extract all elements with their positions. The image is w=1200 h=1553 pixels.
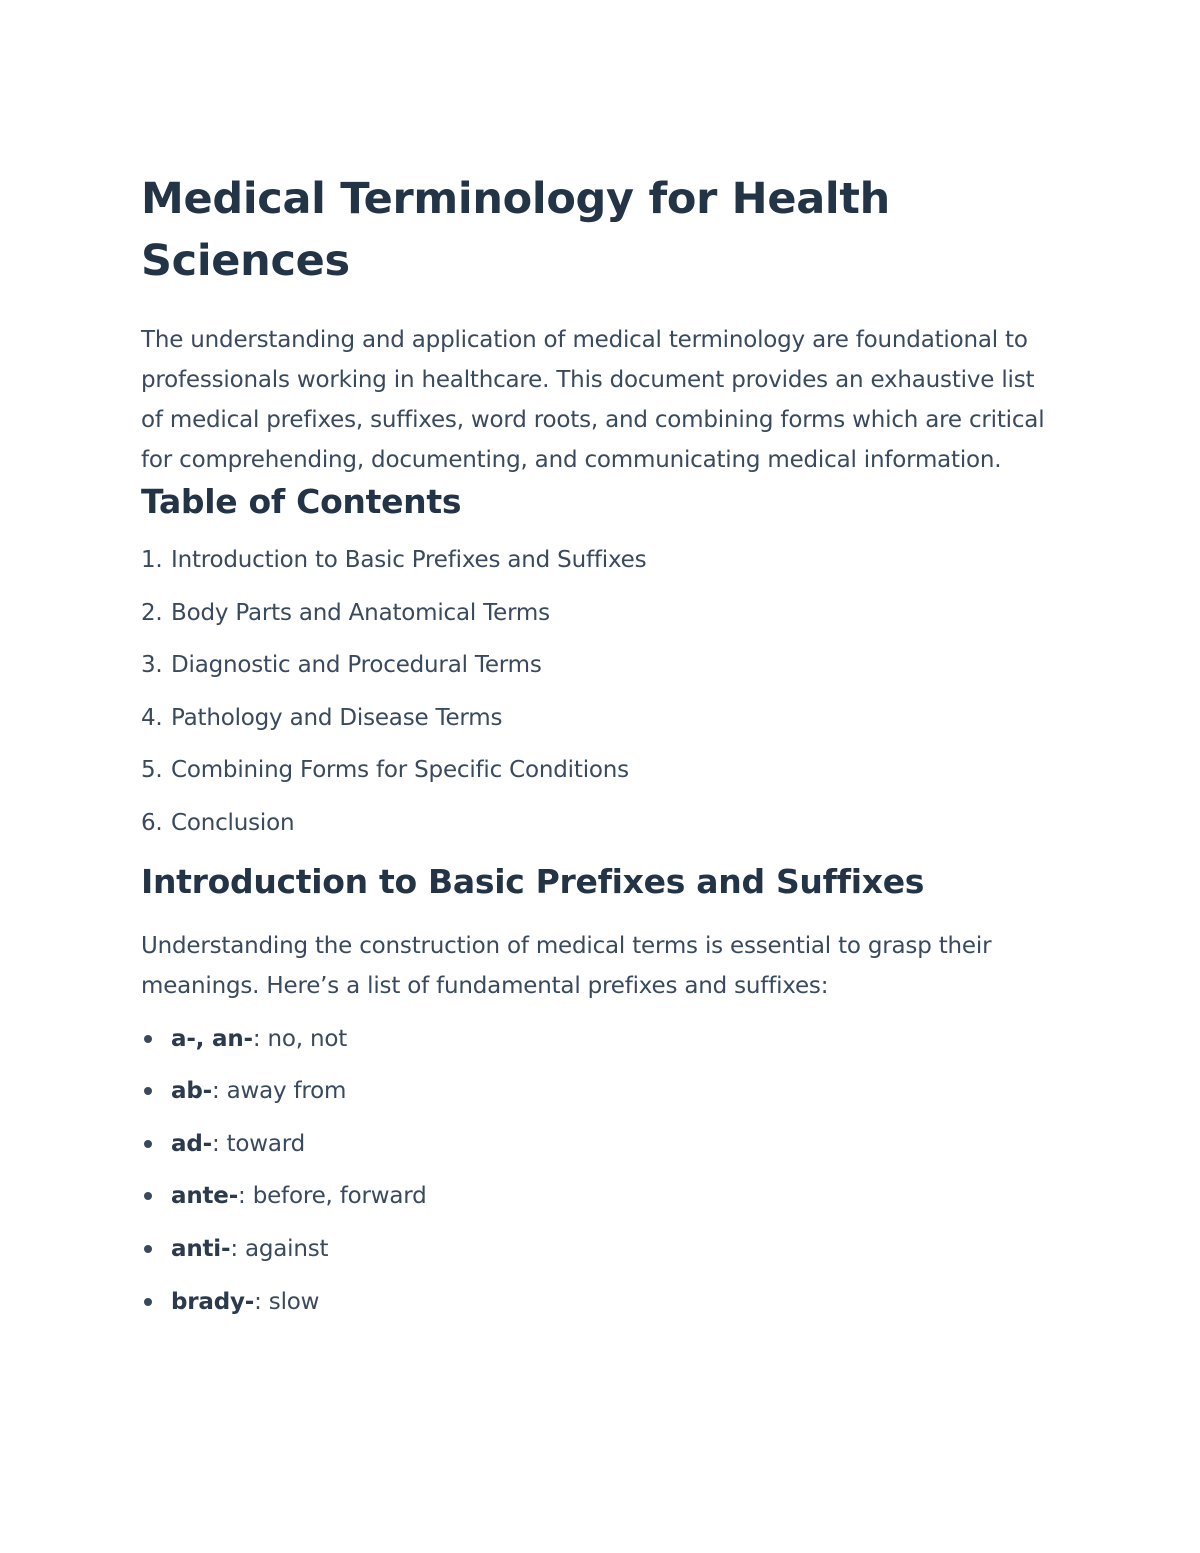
toc-item[interactable] <box>141 754 1061 786</box>
toc-item-label: Body Parts and Anatomical Terms <box>171 599 550 626</box>
list-item <box>141 1286 1061 1318</box>
term-definition: : against <box>230 1235 329 1262</box>
toc-item-number: 5. <box>141 757 163 784</box>
toc-list <box>141 544 1061 839</box>
list-item <box>141 1023 1061 1055</box>
toc-item[interactable] <box>141 702 1061 734</box>
toc-item[interactable] <box>141 597 1061 629</box>
toc-item-number: 1. <box>141 547 163 573</box>
bullet-icon <box>144 1140 152 1148</box>
bullet-icon <box>144 1035 152 1043</box>
list-item <box>141 1075 1061 1107</box>
toc-item-label: Conclusion <box>171 809 295 836</box>
section-heading: Introduction to Basic Prefixes and Suffixes <box>141 861 925 901</box>
term-name: ante- <box>171 1183 239 1210</box>
bullet-icon <box>144 1087 152 1095</box>
term-name: ad- <box>171 1130 212 1157</box>
section-paragraph: Understanding the construction of medical terms is essential to grasp their meanings. Here’s a list of fundamental prefixes and suffixes: <box>141 932 992 999</box>
toc-heading: Table of Contents <box>141 482 462 521</box>
term-definition: : away from <box>211 1078 347 1105</box>
list-item <box>141 1128 1061 1160</box>
toc-item-number: 4. <box>141 704 163 731</box>
list-item <box>141 1180 1061 1212</box>
toc-item[interactable] <box>141 544 1061 576</box>
toc-item-number: 6. <box>141 809 163 836</box>
term-name: ab- <box>171 1078 212 1105</box>
term-definition: : slow <box>254 1288 320 1315</box>
toc-item[interactable] <box>141 649 1061 681</box>
bullet-icon <box>144 1192 152 1200</box>
toc-item-label: Combining Forms for Specific Conditions <box>171 757 629 784</box>
term-name: brady- <box>171 1288 255 1315</box>
bullet-icon <box>144 1298 152 1306</box>
document-page <box>141 168 1061 1338</box>
list-item <box>141 1233 1061 1265</box>
toc-item-label: Introduction to Basic Prefixes and Suffixes <box>171 547 647 573</box>
term-list <box>141 1023 1061 1318</box>
toc-item-label: Diagnostic and Procedural Terms <box>171 652 542 679</box>
toc-item[interactable] <box>141 807 1061 839</box>
term-name: anti- <box>171 1235 231 1262</box>
toc-item-number: 2. <box>141 599 163 626</box>
term-definition: : before, forward <box>238 1183 427 1210</box>
term-definition: : toward <box>211 1130 306 1157</box>
intro-paragraph: The understanding and application of medical terminology are foundational to professionals working in healthcare. This document provides an exhaustive list of medical prefixes, suffixes, word roots, and combining forms which are critical for comprehending, documenting, and communicating medical information. <box>141 327 1045 473</box>
document-title: Medical Terminology for Health Sciences <box>141 174 890 286</box>
bullet-icon <box>144 1245 152 1253</box>
term-name: a-, an- <box>171 1025 253 1052</box>
term-definition: : no, not <box>252 1025 348 1052</box>
toc-item-label: Pathology and Disease Terms <box>171 704 503 731</box>
toc-item-number: 3. <box>141 652 163 679</box>
